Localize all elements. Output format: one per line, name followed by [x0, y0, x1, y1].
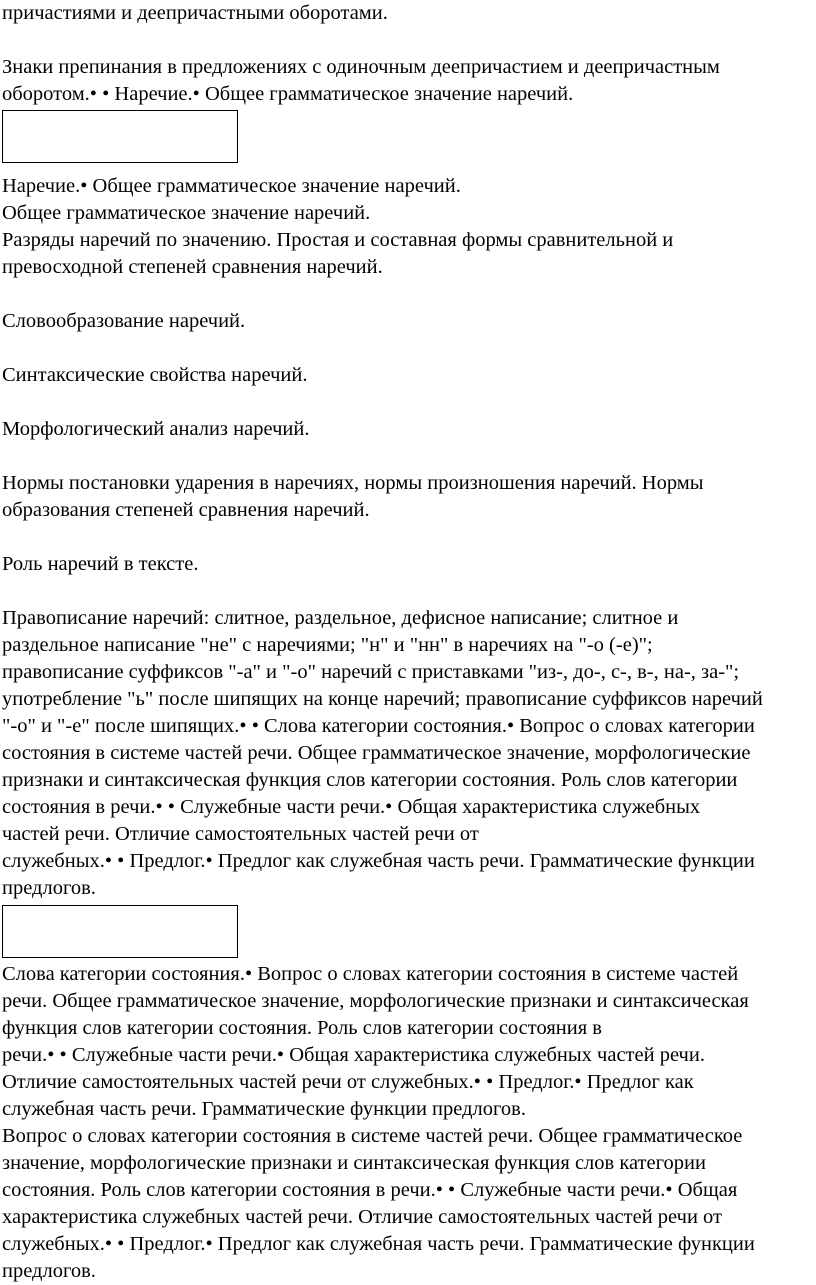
text-line: служебных.• • Предлог.• Предлог как служебная часть речи. Грамматические функции	[2, 1233, 755, 1255]
text-line: предлогов.	[2, 877, 96, 899]
text-line: образования степеней сравнения наречий.	[2, 499, 370, 521]
paragraph-gap	[2, 578, 814, 605]
text-line: служебная часть речи. Грамматические функции предлогов.	[2, 1098, 526, 1120]
text-line: раздельное написание "не" с наречиями; "н" и "нн" в наречиях на "-о (-е)";	[2, 634, 653, 656]
text-line: Знаки препинания в предложениях с одиночным деепричастием и деепричастным	[2, 56, 720, 78]
text-line: правописание суффиксов "-а" и "-о" наречий с приставками "из-, до-, с-, в-, на-, за-";	[2, 661, 740, 683]
text-line: Нормы постановки ударения в наречиях, нормы произношения наречий. Нормы	[2, 472, 704, 494]
text-line: речи. Общее грамматическое значение, морфологические признаки и синтаксическая	[2, 990, 749, 1012]
paragraph-gap	[2, 524, 814, 551]
paragraph-gap	[2, 27, 814, 54]
text-line: оборотом.• • Наречие.• Общее грамматическое значение наречий.	[2, 83, 574, 105]
paragraph-gap	[2, 443, 814, 470]
text-line: предлогов.	[2, 1260, 96, 1282]
text-line: значение, морфологические признаки и синтаксическая функция слов категории	[2, 1152, 706, 1174]
text-line: Роль наречий в тексте.	[2, 553, 199, 575]
text-line: состояния. Роль слов категории состояния в речи.• • Служебные части речи.• Общая	[2, 1179, 738, 1201]
text-line: состояния в системе частей речи. Общее грамматическое значение, морфологические	[2, 742, 751, 764]
text-line: Слова категории состояния.• Вопрос о словах категории состояния в системе частей	[2, 963, 739, 985]
text-line: функция слов категории состояния. Роль слов категории состояния в	[2, 1017, 602, 1039]
empty-image-frame	[2, 905, 238, 958]
text-line: Разряды наречий по значению. Простая и составная формы сравнительной и	[2, 229, 674, 251]
text-line: состояния в речи.• • Служебные части речи.• Общая характеристика служебных	[2, 796, 701, 818]
text-line: употребление "ь" после шипящих на конце наречий; правописание суффиксов наречий	[2, 688, 763, 710]
paragraph-gap	[2, 281, 814, 308]
text-line: "-о" и "-е" после шипящих.• • Слова категории состояния.• Вопрос о словах категории	[2, 715, 755, 737]
text-line: Общее грамматическое значение наречий.	[2, 202, 371, 224]
text-line: характеристика служебных частей речи. Отличие самостоятельных частей речи от	[2, 1206, 722, 1228]
text-line: речи.• • Служебные части речи.• Общая характеристика служебных частей речи.	[2, 1044, 705, 1066]
text-line: Наречие.• Общее грамматическое значение наречий.	[2, 175, 461, 197]
text-line: Синтаксические свойства наречий.	[2, 364, 308, 386]
text-line: Морфологический анализ наречий.	[2, 418, 310, 440]
paragraph-gap	[2, 389, 814, 416]
text-line: Правописание наречий: слитное, раздельное, дефисное написание; слитное и	[2, 607, 679, 629]
empty-image-frame	[2, 110, 238, 163]
text-line: Словообразование наречий.	[2, 310, 246, 332]
text-line: Вопрос о словах категории состояния в системе частей речи. Общее грамматическое	[2, 1125, 743, 1147]
text-line: частей речи. Отличие самостоятельных частей речи от	[2, 823, 479, 845]
text-line: признаки и синтаксическая функция слов категории состояния. Роль слов категории	[2, 769, 738, 791]
paragraph-gap	[2, 335, 814, 362]
document-body	[2, 0, 814, 1285]
text-line: Отличие самостоятельных частей речи от служебных.• • Предлог.• Предлог как	[2, 1071, 694, 1093]
text-line: превосходной степеней сравнения наречий.	[2, 256, 383, 278]
text-line: причастиями и деепричастными оборотами.	[2, 2, 388, 24]
text-line: служебных.• • Предлог.• Предлог как служебная часть речи. Грамматические функции	[2, 850, 755, 872]
